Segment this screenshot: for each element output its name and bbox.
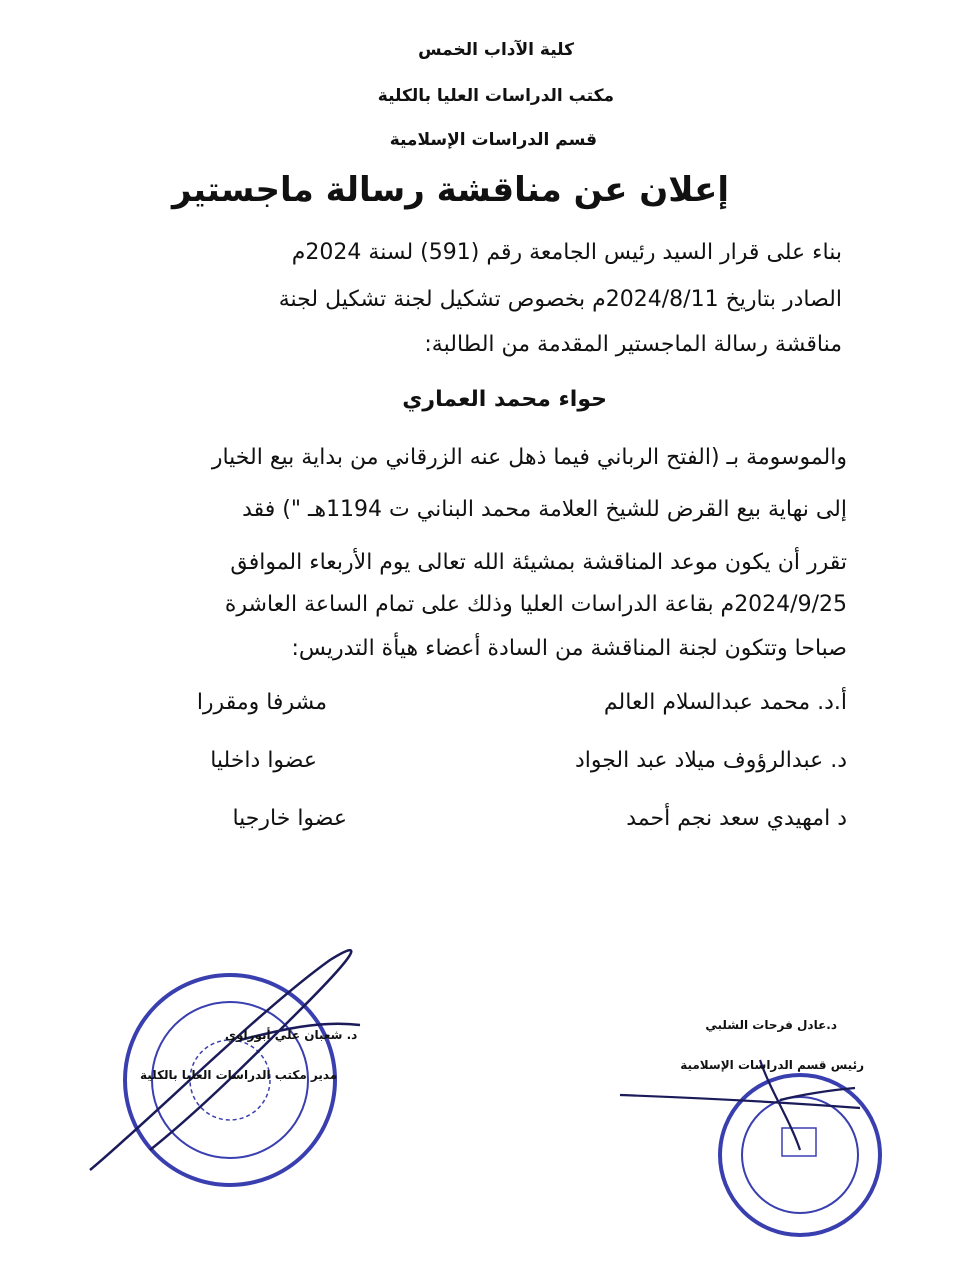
page-title: إعلان عن مناقشة رسالة ماجستير xyxy=(171,170,729,210)
left-signatory-name: د. شعبان علي أبوراوي xyxy=(225,1028,358,1042)
committee-member-name: د. عبدالرؤوف ميلاد عبد الجواد xyxy=(574,748,847,773)
right-signatory-name: د.عادل فرحات الشلبي xyxy=(705,1018,837,1032)
right-signatory-title: رئيس قسم الدراسات الإسلامية xyxy=(680,1058,864,1072)
committee-member-role: عضوا داخليا xyxy=(210,748,317,773)
department-name: قسم الدراسات الإسلامية xyxy=(389,130,597,150)
student-name: حواء محمد العماري xyxy=(402,387,607,412)
body-line-1: والموسومة بـ (الفتح الرباني فيما ذهل عنه الزرقاني من بداية بيع الخيار xyxy=(211,445,847,470)
body-line-4: 2024/9/25م بقاعة الدراسات العليا وذلك على تمام الساعة العاشرة xyxy=(224,592,847,617)
committee-member-role: عضوا خارجيا xyxy=(232,806,347,831)
intro-line-1: بناء على قرار السيد رئيس الجامعة رقم (591) لسنة 2024م xyxy=(291,240,842,265)
intro-line-2: الصادر بتاريخ 2024/8/11م بخصوص تشكيل لجنة تشكيل لجنة xyxy=(278,287,842,312)
office-name: مكتب الدراسات العليا بالكلية xyxy=(377,86,614,106)
intro-line-3: مناقشة رسالة الماجستير المقدمة من الطالبة: xyxy=(424,332,842,357)
committee-member-role: مشرفا ومقررا xyxy=(196,690,327,715)
committee-member-name: أ.د. محمد عبدالسلام العالم xyxy=(603,690,847,715)
left-signatory-title: مدير مكتب الدراسات العليا بالكلية xyxy=(140,1068,338,1082)
body-line-3: تقرر أن يكون موعد المناقشة بمشيئة الله تعالى يوم الأربعاء الموافق xyxy=(230,550,847,575)
body-line-5: صباحا وتتكون لجنة المناقشة من السادة أعضاء هيأة التدريس: xyxy=(291,636,847,661)
faculty-name: كلية الآداب الخمس xyxy=(418,40,574,60)
body-line-2: إلى نهاية بيع القرض للشيخ العلامة محمد البناني ت 1194هـ ") فقد xyxy=(242,497,847,522)
right-official-stamp xyxy=(720,1075,880,1235)
committee-member-name: د امهيدي سعد نجم أحمد xyxy=(626,806,847,831)
